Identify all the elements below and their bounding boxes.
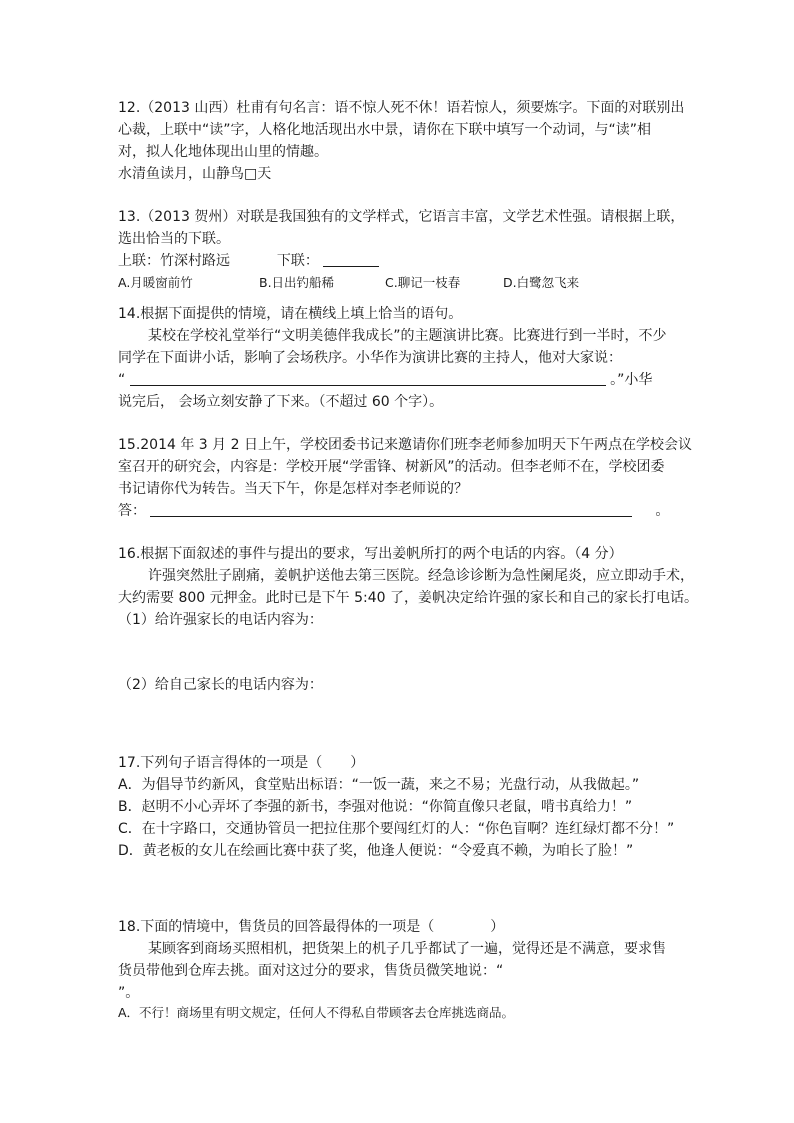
q15-answer-row: [118, 500, 669, 522]
q13-option-c[interactable]: C.聊记一枝春: [385, 275, 461, 290]
q18-line-4: ”。: [118, 985, 140, 1001]
q16-prompt-2: （2）给自己家长的电话内容为：: [118, 677, 323, 693]
q13-line-2: 选出恰当的下联。: [118, 231, 230, 247]
q14-close-text: 。”小华: [610, 372, 653, 388]
q14-open-quote: “: [118, 372, 126, 388]
q15-line-1: 15.2014 年 3 月 2 日上午，学校团委书记来邀请你们班李老师参加明天下午两点在学校会议: [118, 437, 692, 453]
q14-line-2: 某校在学校礼堂举行“文明美德伴我成长”的主题演讲比赛。比赛进行到一半时，不少: [148, 328, 667, 344]
q14-line-3: 同学在下面讲小话，影响了会场秩序。小华作为演讲比赛的主持人，他对大家说：: [118, 350, 622, 366]
q13-line-1: 13.（2013 贺州）对联是我国独有的文学样式，它语言丰富，文学艺术性强。请根据上联，: [118, 209, 685, 225]
q13-option-d[interactable]: D.白鹭忽飞来: [503, 275, 580, 290]
q13-couplet-row: [118, 250, 379, 272]
q13-lower-couplet-label: 下联：: [276, 253, 319, 269]
q13-lower-blank[interactable]: [323, 252, 379, 267]
q15-line-3: 书记请你代为转告。当天下午，你是怎样对李老师说的？: [118, 481, 468, 497]
q18-line-2: 某顾客到商场买照相机，把货架上的机子几乎都试了一遍，觉得还是不满意，要求售: [148, 941, 666, 957]
q13-option-a[interactable]: A.月暖窗前竹: [118, 275, 193, 290]
q15-answer-label: 答：: [118, 503, 146, 519]
q18-option-a[interactable]: A．不行！商场里有明文规定，任何人不得私自带顾客去仓库挑选商品。: [118, 1005, 515, 1020]
q14-line-5: 说完后， 会场立刻安静了下来。（不超过 60 个字）。: [118, 394, 444, 410]
q18-line-3: 货员带他到仓库去挑。面对这过分的要求，售货员微笑地说：“: [118, 963, 504, 979]
q12-line-3: 对，拟人化地体现出山里的情趣。: [118, 144, 328, 160]
q17-option-a[interactable]: A．为倡导节约新风，食堂贴出标语：“一饭一蔬，来之不易；光盘行动，从我做起。”: [118, 777, 640, 793]
q12-couplet: 水清鱼读月，山静鸟□天: [118, 166, 272, 182]
q16-line-3: 大约需要 800 元押金。此时已是下午 5:40 了，姜帆决定给许强的家长和自己的家长打电话。: [118, 590, 698, 606]
q16-line-2: 许强突然肚子剧痛，姜帆护送他去第三医院。经急诊诊断为急性阑尾炎，应立即动手术，: [148, 568, 694, 584]
q18-line-1: 18.下面的情境中，售货员的回答最得体的一项是（ ）: [118, 919, 505, 935]
q15-line-2: 室召开的研究会，内容是：学校开展“学雷锋、树新风”的活动。但李老师不在，学校团委: [118, 459, 665, 475]
q12-line-2: 心裁，上联中“读”字，人格化地活现出水中景，请你在下联中填写一个动词，与“读”相: [118, 122, 652, 138]
q17-option-c[interactable]: C．在十字路口，交通协管员一把拉住那个要闯红灯的人：“你色盲啊？连红绿灯都不分！”: [118, 821, 675, 837]
q14-line-1: 14.根据下面提供的情境，请在横线上填上恰当的语句。: [118, 306, 463, 322]
q14-answer-blank[interactable]: [130, 371, 606, 386]
q13-upper-couplet: 上联：竹深村路远: [118, 253, 230, 269]
q17-option-b[interactable]: B．赵明不小心弄坏了李强的新书，李强对他说：“你简直像只老鼠，啃书真给力！”: [118, 799, 633, 815]
q14-answer-row: [118, 369, 652, 391]
q13-option-b[interactable]: B.日出钓船稀: [259, 275, 335, 290]
q17-option-d[interactable]: D．黄老板的女儿在绘画比赛中获了奖，他逢人便说：“令爱真不赖，为咱长了脸！”: [118, 843, 634, 859]
q16-line-1: 16.根据下面叙述的事件与提出的要求，写出姜帆所打的两个电话的内容。（4 分）: [118, 546, 623, 562]
q12-line-1: 12.（2013 山西）杜甫有句名言：语不惊人死不休！语若惊人，须要炼字。下面的对联别出: [118, 100, 685, 116]
q15-answer-blank[interactable]: [150, 502, 632, 517]
q13-options: [118, 272, 579, 294]
q16-prompt-1: （1）给许强家长的电话内容为：: [118, 612, 323, 628]
q15-end-mark: 。: [655, 503, 670, 519]
q17-line-1: 17.下列句子语言得体的一项是（ ）: [118, 755, 365, 771]
